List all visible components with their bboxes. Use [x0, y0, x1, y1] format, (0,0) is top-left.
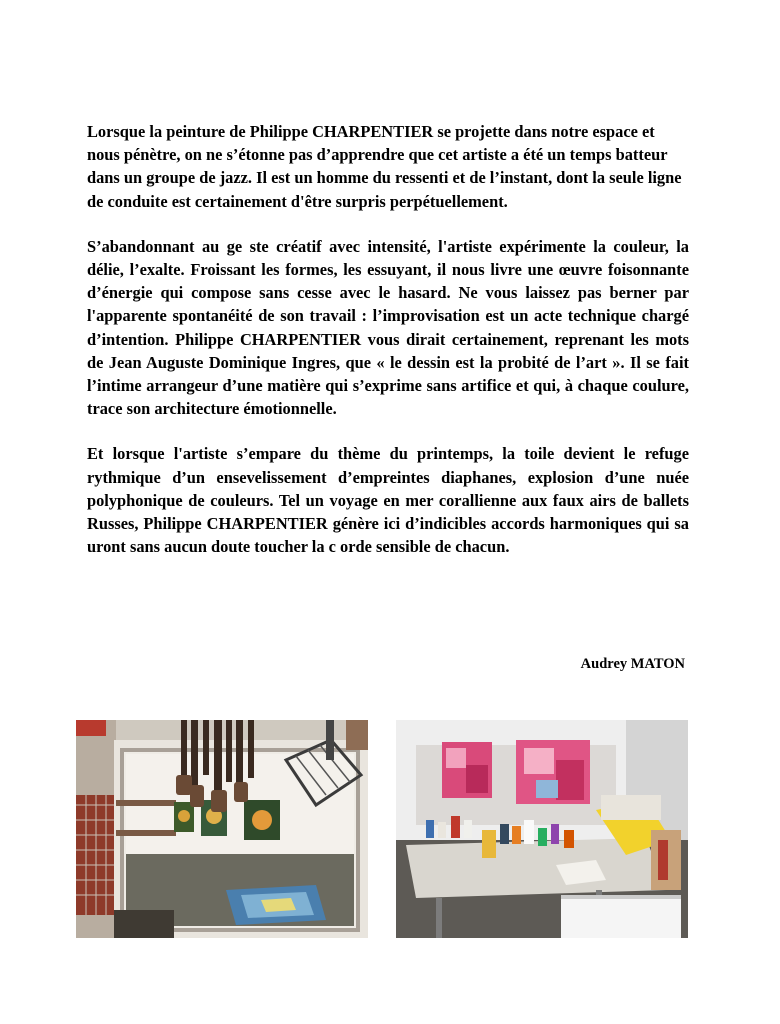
paragraph-1: Lorsque la peinture de Philippe CHARPENTIER se projette dans notre espace et nous pénètre, on ne s’étonne pas d’apprendre que cet artiste a été un temps batteur dans un groupe de jazz. Il est un homme du ressenti et de l’instant, dont la seule ligne de conduite est certainement d'être surpris perpétuellement. [87, 122, 682, 211]
studio-brushes-photo [76, 720, 368, 938]
article-body [87, 120, 689, 580]
paragraph-2: S’abandonnant au ge ste créatif avec intensité, l'artiste expérimente la couleur, la délie, l’exalte. Froissant les formes, les essuyant, il nous livre une œuvre foisonnante d’énergie qui compose sans cesse avec le hasard. Ne vous laissez pas berner par l'apparente spontanéité de son travail : l’improvisation est un acte technique chargé d’intention. Philippe CHARPENTIER vous dirait certainement, reprenant les mots de Jean Auguste Dominique Ingres, que « le dessin est la probité de l’art ». Il se fait l’intime arrangeur d’une matière qui s’exprime sans artifice et qui, à chaque coulure, trace son architecture émotionnelle. [87, 236, 689, 419]
author-signature: Audrey MATON [580, 656, 685, 672]
studio-worktable-photo [396, 720, 688, 938]
paragraph-3: Et lorsque l'artiste s’empare du thème du printemps, la toile devient le refuge rythmique d’un ensevelissement d’empreintes diaphanes, explosion d’une nuée polyphonique de couleurs. Tel un voyage en mer corallienne aux faux airs de ballets Russes, Philippe CHARPENTIER génère ici d’indicibles accords harmoniques qui sa uront sans aucun doute toucher la c orde sensible de chacun. [87, 444, 689, 557]
